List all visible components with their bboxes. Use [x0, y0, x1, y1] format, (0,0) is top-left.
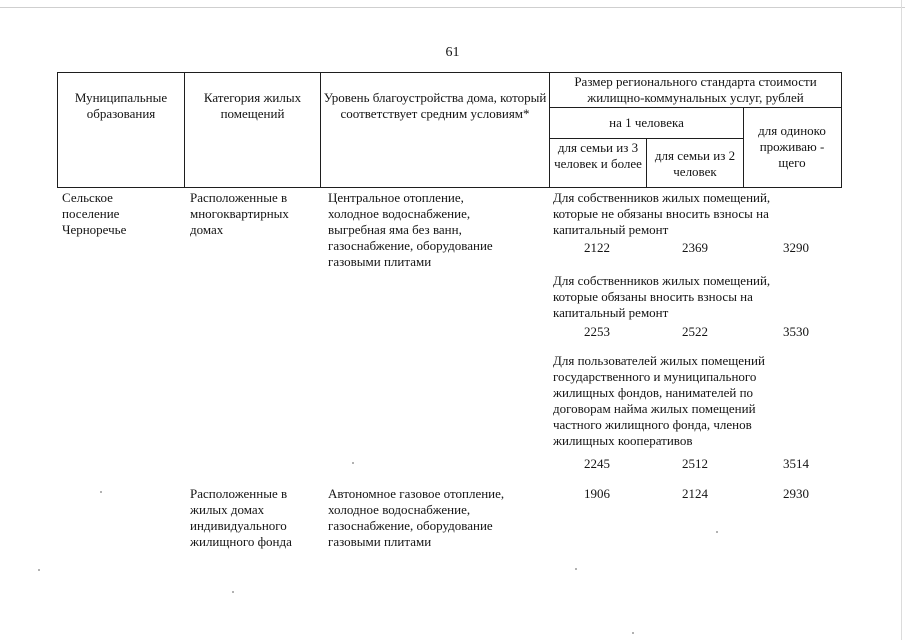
value-family3: 2245: [584, 456, 610, 471]
scan-speck: [100, 491, 102, 493]
value-family3: 1906: [584, 486, 610, 501]
header-standard: Размер регионального стандарта стоимости жилищно-коммунальных услуг, рублей: [574, 74, 817, 105]
cell-category: Расположенные в жилых домах индивидуального жилищного фонда: [190, 486, 292, 549]
value-family3: 2253: [584, 324, 610, 339]
value-single: 3514: [783, 456, 809, 471]
header-single: для одиноко проживаю - щего: [758, 123, 826, 170]
scan-edge-right: [901, 0, 902, 640]
value-single: 3290: [783, 240, 809, 255]
cell-note: Для пользователей жилых помещений государственного и муниципального жилищных фондов, нанимателей по договорам найма жилых помещений частного жилищного фонда, членов жилищных кооперативов: [553, 353, 765, 448]
value-family2: 2124: [682, 486, 708, 501]
scan-speck: [716, 531, 718, 533]
page-number: 61: [445, 45, 460, 60]
value-family2: 2522: [682, 324, 708, 339]
value-family2: 2369: [682, 240, 708, 255]
header-family2: для семьи из 2 человек: [654, 148, 736, 179]
cell-level: Центральное отопление, холодное водоснабжение, выгребная яма без ванн, газоснабжение, оборудование газовыми плитами: [328, 190, 493, 269]
header-family3: для семьи из 3 человек и более: [554, 140, 642, 171]
value-family3: 2122: [584, 240, 610, 255]
cell-note: Для собственников жилых помещений, которые не обязаны вносить взносы на капитальный ремонт: [553, 190, 771, 237]
header-level: Уровень благоустройства дома, который соответствует средним условиям*: [323, 90, 547, 121]
cell-note: Для собственников жилых помещений, которые обязаны вносить взносы на капитальный ремонт: [553, 273, 771, 320]
header-top-border: [57, 72, 841, 73]
scan-speck: [632, 632, 634, 634]
scan-edge-top: [0, 7, 905, 8]
header-per-person: на 1 человека: [609, 115, 684, 130]
cell-municipality: Сельское поселение Черноречье: [62, 190, 127, 237]
value-single: 3530: [783, 324, 809, 339]
scan-speck: [575, 568, 577, 570]
header-bottom-border: [57, 187, 841, 188]
cell-category: Расположенные в многоквартирных домах: [190, 190, 289, 237]
header-border-single: [743, 107, 744, 188]
cell-level: Автономное газовое отопление, холодное водоснабжение, газоснабжение, оборудование газовыми плитами: [328, 486, 505, 549]
header-municipality: Муниципальные образования: [74, 90, 168, 121]
header-category: Категория жилых помещений: [203, 90, 302, 121]
scan-speck: [232, 591, 234, 593]
scan-speck: [352, 462, 354, 464]
header-divider-standard: [549, 107, 841, 108]
value-single: 2930: [783, 486, 809, 501]
scan-speck: [38, 569, 40, 571]
value-family2: 2512: [682, 456, 708, 471]
header-border-right: [841, 72, 842, 188]
